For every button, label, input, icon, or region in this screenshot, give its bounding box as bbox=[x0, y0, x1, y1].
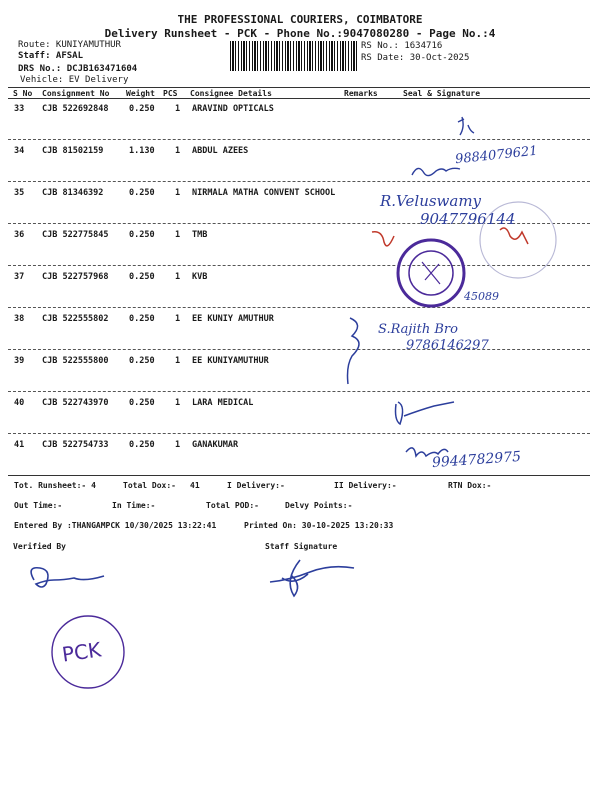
col-sno: S No bbox=[13, 89, 33, 98]
staff-signature-label: Staff Signature bbox=[265, 542, 338, 551]
col-pcs: PCS bbox=[163, 89, 178, 98]
staff-signature bbox=[270, 560, 354, 596]
row-consignment: CJB 522743970 bbox=[42, 398, 109, 408]
col-remarks: Remarks bbox=[344, 89, 378, 98]
red-tick-icon bbox=[500, 228, 528, 244]
hw-name-row-35: R.Veluswamy bbox=[380, 192, 482, 210]
route-label: Route: KUNIYAMUTHUR bbox=[18, 40, 121, 50]
hw-number-row-37: 45089 bbox=[464, 290, 499, 303]
total-dox-value: 41 bbox=[190, 481, 200, 490]
row-consignment: CJB 522555800 bbox=[42, 356, 109, 366]
in-time: In Time:- bbox=[112, 501, 156, 510]
total-dox-label: Total Dox:- bbox=[123, 481, 176, 490]
row-sno: 33 bbox=[14, 104, 25, 114]
pck-stamp-text: PCK bbox=[60, 637, 103, 667]
verified-signature bbox=[31, 568, 104, 587]
col-weight: Weight bbox=[126, 89, 155, 98]
red-tick-icon bbox=[372, 232, 394, 246]
row-pcs: 1 bbox=[175, 188, 181, 198]
row-consignee: KVB bbox=[192, 272, 208, 282]
row-pcs: 1 bbox=[175, 356, 181, 366]
row-sno: 39 bbox=[14, 356, 25, 366]
row-consignment: CJB 81346392 bbox=[42, 188, 104, 198]
company-title: THE PROFESSIONAL COURIERS, COIMBATORE bbox=[177, 13, 423, 26]
hw-phone-row-34: 9884079621 bbox=[454, 143, 539, 168]
vehicle-label: Vehicle: EV Delivery bbox=[20, 75, 129, 85]
bank-seal-text-icon bbox=[422, 262, 440, 284]
row-weight: 0.250 bbox=[129, 356, 155, 366]
delvy-points: Delvy Points:- bbox=[285, 501, 353, 510]
verified-by-label: Verified By bbox=[13, 542, 66, 551]
row-pcs: 1 bbox=[175, 146, 181, 156]
row-sno: 40 bbox=[14, 398, 25, 408]
row-weight: 0.250 bbox=[129, 272, 155, 282]
row-weight: 0.250 bbox=[129, 104, 155, 114]
drs-number: DRS No.: DCJB163471604 bbox=[18, 64, 138, 74]
row-sno: 35 bbox=[14, 188, 25, 198]
hw-phone-row-41: 9944782975 bbox=[431, 448, 522, 472]
row-weight: 0.250 bbox=[129, 440, 155, 450]
hw-phone-row-35: 9047796144 bbox=[420, 210, 516, 228]
hw-phone-row-39: 9786146297 bbox=[406, 338, 489, 353]
row-consignment: CJB 522692848 bbox=[42, 104, 109, 114]
row-sno: 34 bbox=[14, 146, 25, 156]
signature-row-34 bbox=[412, 168, 460, 175]
rs-number: RS No.: 1634716 bbox=[361, 41, 443, 51]
row-pcs: 1 bbox=[175, 398, 181, 408]
runsheet-subtitle: Delivery Runsheet - PCK - Phone No.:9047080280 - Page No.:4 bbox=[104, 27, 496, 40]
row-pcs: 1 bbox=[175, 104, 181, 114]
i-delivery: I Delivery:- bbox=[227, 481, 285, 490]
col-consignee: Consignee Details bbox=[190, 89, 272, 98]
printed-on: Printed On: 30-10-2025 13:20:33 bbox=[244, 521, 394, 530]
row-pcs: 1 bbox=[175, 314, 181, 324]
rs-date: RS Date: 30-Oct-2025 bbox=[361, 53, 470, 63]
row-weight: 0.250 bbox=[129, 230, 155, 240]
rtn-dox: RTN Dox:- bbox=[448, 481, 492, 490]
row-sno: 37 bbox=[14, 272, 25, 282]
row-consignee: ARAVIND OPTICALS bbox=[192, 104, 274, 114]
row-consignment: CJB 522775845 bbox=[42, 230, 109, 240]
out-time: Out Time:- bbox=[14, 501, 63, 510]
row-consignee: LARA MEDICAL bbox=[192, 398, 254, 408]
row-sno: 36 bbox=[14, 230, 25, 240]
row-consignment: CJB 81502159 bbox=[42, 146, 104, 156]
entered-by: Entered By :THANGAMPCK 10/30/2025 13:22:41 bbox=[14, 521, 217, 530]
row-pcs: 1 bbox=[175, 230, 181, 240]
total-pod: Total POD:- bbox=[206, 501, 259, 510]
tot-runsheet: Tot. Runsheet:- 4 bbox=[14, 481, 96, 490]
row-weight: 0.250 bbox=[129, 188, 155, 198]
row-consignee: ABDUL AZEES bbox=[192, 146, 249, 156]
row-consignment: CJB 522757968 bbox=[42, 272, 109, 282]
signature-row-40 bbox=[396, 402, 455, 424]
row-weight: 0.250 bbox=[129, 398, 155, 408]
row-weight: 0.250 bbox=[129, 314, 155, 324]
row-consignee: TMB bbox=[192, 230, 208, 240]
signature-row-33 bbox=[458, 117, 474, 135]
row-consignee: NIRMALA MATHA CONVENT SCHOOL bbox=[192, 188, 336, 198]
row-consignment: CJB 522555802 bbox=[42, 314, 109, 324]
row-consignee: EE KUNIYAMUTHUR bbox=[192, 356, 269, 366]
row-consignee: GANAKUMAR bbox=[192, 440, 239, 450]
row-pcs: 1 bbox=[175, 440, 181, 450]
col-seal: Seal & Signature bbox=[403, 89, 481, 98]
col-consignment: Consignment No bbox=[42, 89, 110, 98]
row-sno: 38 bbox=[14, 314, 25, 324]
staff-label: Staff: AFSAL bbox=[18, 51, 84, 61]
row-sno: 41 bbox=[14, 440, 25, 450]
row-pcs: 1 bbox=[175, 272, 181, 282]
row-consignee: EE KUNIY AMUTHUR bbox=[192, 314, 274, 324]
row-consignment: CJB 522754733 bbox=[42, 440, 109, 450]
signature-row-38 bbox=[348, 318, 360, 384]
ii-delivery: II Delivery:- bbox=[334, 481, 397, 490]
row-weight: 1.130 bbox=[129, 146, 155, 156]
hw-name-row-38: S.Rajith Bro bbox=[378, 322, 458, 337]
